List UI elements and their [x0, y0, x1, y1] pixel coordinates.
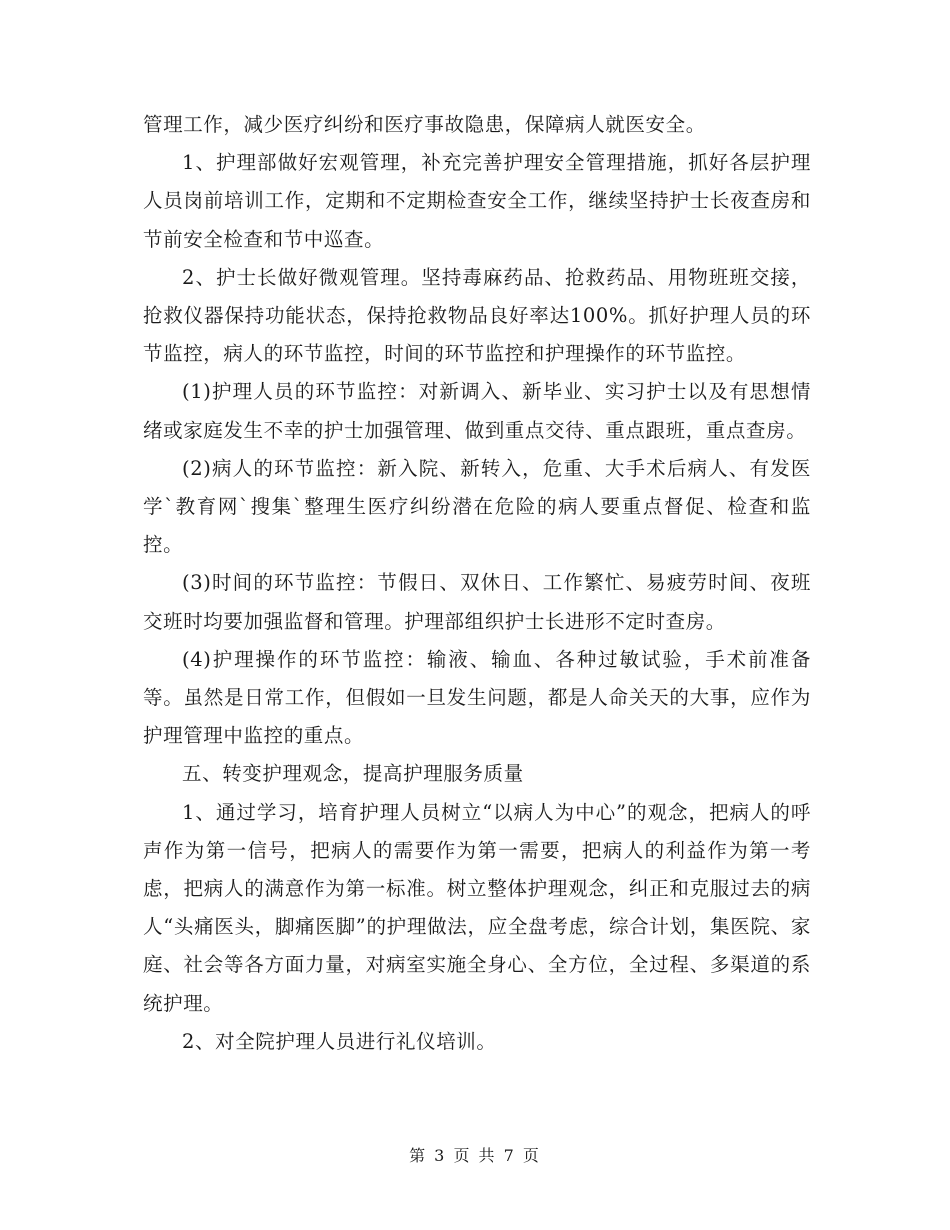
paragraph-4: (2)病人的环节监控：新入院、新转入，危重、大手术后病人、有发医学`教育网`搜集`整理生医疗纠纷潜在危险的病人要重点督促、检查和监控。	[143, 456, 811, 557]
paragraph-0: 管理工作，减少医疗纠纷和医疗事故隐患，保障病人就医安全。	[143, 113, 706, 136]
paragraph-8: 1、通过学习，培育护理人员树立“以病人为中心”的观念，把病人的呼声作为第一信号，把病人的需要作为第一需要，把病人的利益作为第一考虑，把病人的满意作为第一标准。树立整体护理观念，纠正和克服过去的病人“头痛医头，脚痛医脚”的护理做法，应全盘考虑，综合计划，集医院、家庭、社会等各方面力量，对病室实施全身心、全方位，全过程、多渠道的系统护理。	[143, 800, 811, 1015]
paragraph-2: 2、护士长做好微观管理。坚持毒麻药品、抢救药品、用物班班交接，抢救仪器保持功能状态，保持抢救物品良好率达100%。抓好护理人员的环节监控，病人的环节监控，时间的环节监控和护理操作的环节监控。	[143, 265, 811, 366]
document-body	[143, 106, 811, 1061]
paragraph-1: 1、护理部做好宏观管理，补充完善护理安全管理措施，抓好各层护理人员岗前培训工作，定期和不定期检查安全工作，继续坚持护士长夜查房和节前安全检查和节中巡查。	[143, 151, 811, 251]
paragraph-6: (4)护理操作的环节监控：输液、输血、各种过敏试验，手术前准备等。虽然是日常工作，但假如一旦发生问题，都是人命关天的大事，应作为护理管理中监控的重点。	[143, 647, 811, 748]
paragraph-3: (1)护理人员的环节监控：对新调入、新毕业、实习护士以及有思想情绪或家庭发生不幸的护士加强管理、做到重点交待、重点跟班，重点查房。	[143, 380, 811, 442]
paragraph-5: (3)时间的环节监控：节假日、双休日、工作繁忙、易疲劳时间、夜班交班时均要加强监督和管理。护理部组织护士长进形不定时查房。	[143, 571, 811, 633]
page-number-footer: 第 3 页 共 7 页	[409, 1146, 541, 1165]
section-heading: 五、转变护理观念，提高护理服务质量	[182, 762, 524, 786]
paragraph-9: 2、对全院护理人员进行礼仪培训。	[182, 1029, 497, 1053]
